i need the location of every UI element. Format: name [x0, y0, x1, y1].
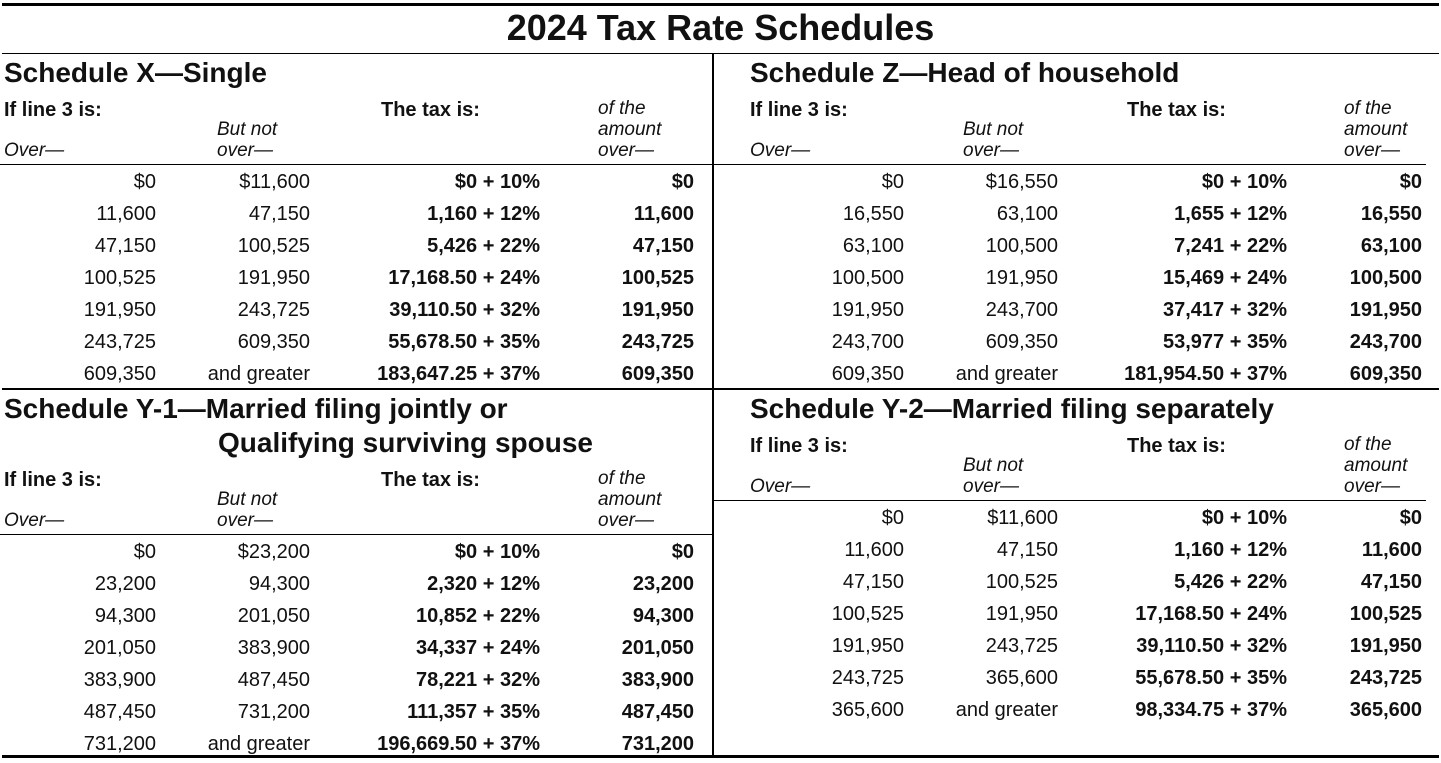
row-not-over: 94,300: [248, 573, 310, 595]
row-amount-over: $0: [1399, 507, 1422, 529]
row-over: 731,200: [83, 733, 156, 755]
row-not-over: 383,900: [237, 637, 310, 659]
row-not-over: 609,350: [237, 331, 310, 353]
row-amount-over: 365,600: [1349, 699, 1422, 721]
row-not-over: 365,600: [985, 667, 1058, 689]
row-tax: 181,954.50 + 37%: [1124, 363, 1287, 385]
of-the-label-1: of the: [598, 98, 646, 119]
row-tax: $0 + 10%: [1201, 507, 1287, 529]
row-not-over: 731,200: [237, 701, 310, 723]
row-over: $0: [881, 171, 904, 193]
of-the-label-3: over—: [1344, 476, 1400, 497]
row-not-over: 487,450: [237, 669, 310, 691]
row-tax: $0 + 10%: [454, 171, 540, 193]
row-over: 11,600: [96, 203, 156, 225]
row-tax: 17,168.50 + 24%: [1135, 603, 1287, 625]
row-not-over: 243,725: [985, 635, 1058, 657]
row-tax: 78,221 + 32%: [416, 669, 540, 691]
schedule-y1: [0, 390, 712, 755]
row-not-over: $23,200: [237, 541, 310, 563]
row-over: 383,900: [83, 669, 156, 691]
row-tax: 17,168.50 + 24%: [388, 267, 540, 289]
row-over: 100,525: [83, 267, 156, 289]
row-amount-over: 100,525: [621, 267, 694, 289]
row-tax: 39,110.50 + 32%: [1136, 635, 1287, 657]
row-tax: 39,110.50 + 32%: [389, 299, 540, 321]
row-over: 243,725: [83, 331, 156, 353]
row-over: 191,950: [831, 635, 904, 657]
of-the-label-1: of the: [1344, 434, 1392, 455]
but-not-label-1: But not: [217, 119, 278, 140]
row-amount-over: 487,450: [621, 701, 694, 723]
row-over: 609,350: [831, 363, 904, 385]
row-amount-over: 23,200: [632, 573, 694, 595]
row-not-over: 100,525: [985, 571, 1058, 593]
row-amount-over: 609,350: [1349, 363, 1422, 385]
row-not-over: $11,600: [987, 507, 1058, 529]
over-label: Over—: [4, 510, 65, 531]
row-not-over: 243,700: [985, 299, 1058, 321]
if-line-label: If line 3 is:: [4, 469, 102, 491]
row-not-over: 609,350: [985, 331, 1058, 353]
row-amount-over: 47,150: [1360, 571, 1422, 593]
row-amount-over: 11,600: [633, 203, 694, 225]
row-over: 23,200: [94, 573, 156, 595]
schedule-y2: [714, 390, 1426, 755]
row-amount-over: 191,950: [621, 299, 694, 321]
row-not-over: 47,150: [248, 203, 310, 225]
row-over: $0: [133, 541, 156, 563]
header-rule: [0, 534, 712, 535]
schedule-x: [0, 54, 712, 388]
row-over: 16,550: [842, 203, 904, 225]
row-over: 243,700: [831, 331, 904, 353]
row-tax: 111,357 + 35%: [407, 701, 540, 723]
row-tax: 15,469 + 24%: [1163, 267, 1287, 289]
of-the-label-2: amount: [1344, 455, 1408, 476]
row-tax: $0 + 10%: [1201, 171, 1287, 193]
row-over: 609,350: [83, 363, 156, 385]
row-amount-over: 243,725: [621, 331, 694, 353]
row-over: 191,950: [83, 299, 156, 321]
row-not-over: and greater: [955, 363, 1058, 385]
but-not-label-2: over—: [217, 140, 273, 161]
row-not-over: 100,525: [237, 235, 310, 257]
over-label: Over—: [750, 140, 811, 161]
row-over: 191,950: [831, 299, 904, 321]
row-amount-over: 100,525: [1349, 603, 1422, 625]
of-the-label-3: over—: [598, 510, 654, 531]
row-amount-over: 63,100: [1360, 235, 1422, 257]
of-the-label-1: of the: [1344, 98, 1392, 119]
but-not-label-2: over—: [963, 476, 1019, 497]
but-not-label-2: over—: [217, 510, 273, 531]
row-not-over: 191,950: [985, 267, 1058, 289]
but-not-label-1: But not: [963, 455, 1024, 476]
row-over: 63,100: [842, 235, 904, 257]
row-not-over: and greater: [207, 733, 310, 755]
row-not-over: and greater: [955, 699, 1058, 721]
row-tax: 98,334.75 + 37%: [1135, 699, 1287, 721]
row-amount-over: $0: [1399, 171, 1422, 193]
page-title: 2024 Tax Rate Schedules: [506, 7, 935, 48]
row-amount-over: 243,725: [1349, 667, 1422, 689]
row-amount-over: 243,700: [1349, 331, 1422, 353]
row-not-over: $16,550: [985, 171, 1058, 193]
row-tax: 1,160 + 12%: [1174, 539, 1287, 561]
row-tax: 1,655 + 12%: [1174, 203, 1287, 225]
row-over: $0: [881, 507, 904, 529]
header-rule: [0, 164, 712, 165]
row-amount-over: 191,950: [1349, 635, 1422, 657]
row-over: 243,725: [831, 667, 904, 689]
tax-is-label: The tax is:: [381, 469, 480, 491]
of-the-label-2: amount: [598, 489, 662, 510]
row-not-over: 47,150: [996, 539, 1058, 561]
row-tax: $0 + 10%: [454, 541, 540, 563]
schedule-title: Schedule X—Single: [4, 57, 267, 88]
row-tax: 34,337 + 24%: [416, 637, 540, 659]
schedule-title: Schedule Z—Head of household: [750, 57, 1180, 88]
tax-is-label: The tax is:: [1127, 435, 1226, 457]
row-over: 47,150: [94, 235, 156, 257]
row-over: 487,450: [83, 701, 156, 723]
if-line-label: If line 3 is:: [4, 99, 102, 121]
of-the-label-3: over—: [598, 140, 654, 161]
row-over: 94,300: [94, 605, 156, 627]
of-the-label-2: amount: [598, 119, 662, 140]
row-tax: 37,417 + 32%: [1163, 299, 1287, 321]
row-tax: 5,426 + 22%: [427, 235, 540, 257]
of-the-label-2: amount: [1344, 119, 1408, 140]
tax-is-label: The tax is:: [1127, 99, 1226, 121]
row-amount-over: $0: [671, 541, 694, 563]
row-amount-over: 47,150: [632, 235, 694, 257]
header-rule: [714, 500, 1426, 501]
of-the-label-3: over—: [1344, 140, 1400, 161]
row-amount-over: 16,550: [1360, 203, 1422, 225]
row-tax: 2,320 + 12%: [427, 573, 540, 595]
row-tax: 183,647.25 + 37%: [377, 363, 540, 385]
over-label: Over—: [4, 140, 65, 161]
if-line-label: If line 3 is:: [750, 435, 848, 457]
if-line-label: If line 3 is:: [750, 99, 848, 121]
schedule-title: Schedule Y-1—Married filing jointly or: [4, 393, 508, 424]
row-amount-over: 731,200: [621, 733, 694, 755]
row-amount-over: 11,600: [1361, 539, 1422, 561]
row-over: 100,500: [831, 267, 904, 289]
row-amount-over: 100,500: [1349, 267, 1422, 289]
row-tax: 10,852 + 22%: [416, 605, 540, 627]
row-tax: 55,678.50 + 35%: [388, 331, 540, 353]
row-over: 11,600: [844, 539, 904, 561]
but-not-label-2: over—: [963, 140, 1019, 161]
row-tax: 1,160 + 12%: [427, 203, 540, 225]
row-not-over: 191,950: [985, 603, 1058, 625]
row-not-over: $11,600: [239, 171, 310, 193]
row-not-over: 243,725: [237, 299, 310, 321]
schedule-title-line2: Qualifying surviving spouse: [218, 427, 593, 458]
but-not-label-1: But not: [217, 489, 278, 510]
row-amount-over: 201,050: [621, 637, 694, 659]
over-label: Over—: [750, 476, 811, 497]
row-amount-over: $0: [671, 171, 694, 193]
tax-is-label: The tax is:: [381, 99, 480, 121]
row-amount-over: 383,900: [621, 669, 694, 691]
row-not-over: and greater: [207, 363, 310, 385]
row-not-over: 201,050: [237, 605, 310, 627]
row-tax: 7,241 + 22%: [1174, 235, 1287, 257]
schedule-title: Schedule Y-2—Married filing separately: [750, 393, 1274, 424]
row-over: 201,050: [83, 637, 156, 659]
but-not-label-1: But not: [963, 119, 1024, 140]
row-tax: 196,669.50 + 37%: [377, 733, 540, 755]
row-tax: 55,678.50 + 35%: [1135, 667, 1287, 689]
schedule-z: [714, 54, 1426, 388]
row-over: $0: [133, 171, 156, 193]
of-the-label-1: of the: [598, 468, 646, 489]
row-amount-over: 609,350: [621, 363, 694, 385]
row-not-over: 63,100: [996, 203, 1058, 225]
row-amount-over: 94,300: [632, 605, 694, 627]
row-over: 47,150: [842, 571, 904, 593]
row-tax: 53,977 + 35%: [1163, 331, 1287, 353]
row-tax: 5,426 + 22%: [1174, 571, 1287, 593]
row-over: 365,600: [831, 699, 904, 721]
row-not-over: 100,500: [985, 235, 1058, 257]
header-rule: [714, 164, 1426, 165]
row-amount-over: 191,950: [1349, 299, 1422, 321]
row-not-over: 191,950: [237, 267, 310, 289]
row-over: 100,525: [831, 603, 904, 625]
